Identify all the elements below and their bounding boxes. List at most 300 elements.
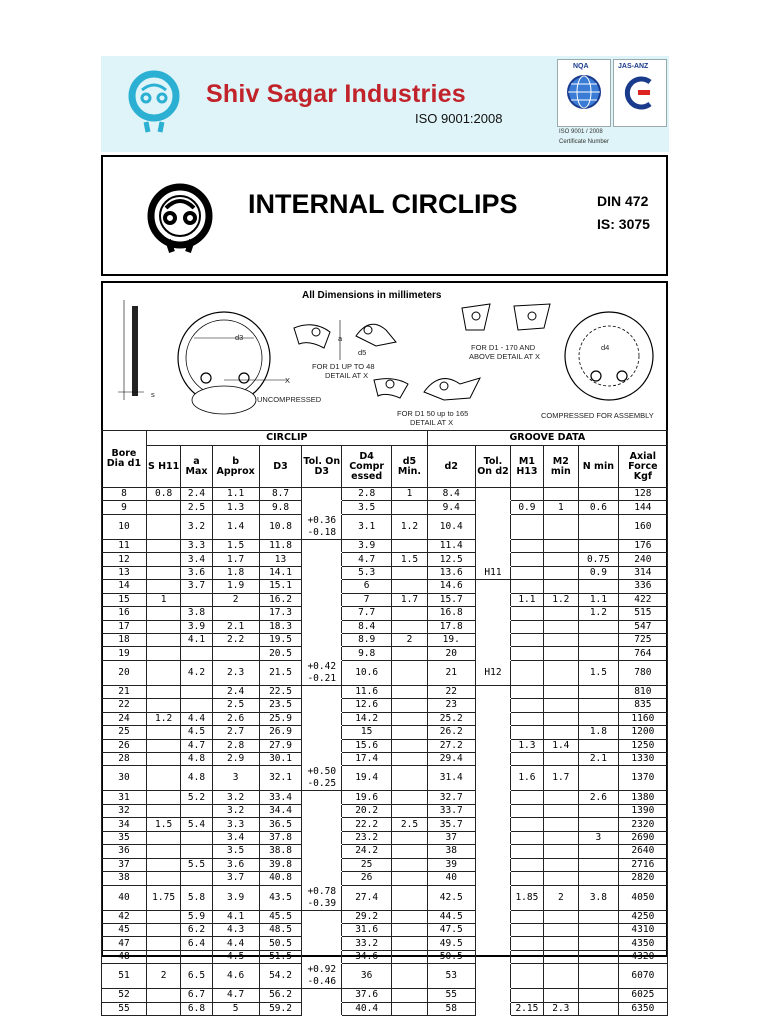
cell-tol-d3: [302, 818, 342, 831]
cell-m1: [511, 753, 543, 766]
cell-m2: [543, 712, 578, 725]
cell-force: 1380: [618, 791, 667, 804]
spec-table: [101, 430, 668, 1016]
nqa-caption: ISO 9001 / 2008: [559, 129, 603, 135]
cell-d2: 33.7: [427, 804, 475, 817]
cell-tol-d3: [302, 580, 342, 593]
certification-logos: [557, 59, 667, 149]
cell-m1: [511, 699, 543, 712]
cell-d5: [392, 1002, 428, 1015]
cell-force: 780: [618, 660, 667, 685]
cell-d5: 1.2: [392, 514, 428, 539]
cell-n: 1.2: [579, 607, 619, 620]
cell-tol-d3: [302, 501, 342, 514]
cell-bore: 17: [102, 620, 147, 633]
cell-tol-d3: [302, 923, 342, 936]
cell-d2: 58: [427, 1002, 475, 1015]
cell-m1: [511, 831, 543, 844]
cell-m2: [543, 964, 578, 989]
cell-m2: [543, 753, 578, 766]
cell-bore: 38: [102, 872, 147, 885]
cell-force: 4050: [618, 885, 667, 910]
cell-tol-d3: [302, 804, 342, 817]
cell-n: [579, 1002, 619, 1015]
cell-d3: 20.5: [259, 647, 302, 660]
cell-m2: [543, 726, 578, 739]
cell-m1: [511, 964, 543, 989]
cell-m2: [543, 660, 578, 685]
cell-a: 6.8: [181, 1002, 212, 1015]
cell-bore: 35: [102, 831, 147, 844]
cell-bore: 40: [102, 885, 147, 910]
side-view-drawing: [118, 300, 144, 400]
cell-m1: [511, 607, 543, 620]
cell-m1: [511, 950, 543, 963]
cell-d2: 21: [427, 660, 475, 685]
cell-tol-d2: [475, 831, 510, 844]
cell-force: 1370: [618, 766, 667, 791]
cell-a: 4.4: [181, 712, 212, 725]
cell-bore: 32: [102, 804, 147, 817]
cell-tol-d3: [302, 753, 342, 766]
cell-n: 3: [579, 831, 619, 844]
cell-s: [146, 539, 180, 552]
cell-d4: 5.3: [342, 566, 392, 579]
cell-tol-d3: [302, 937, 342, 950]
cell-d3: 10.8: [259, 514, 302, 539]
cell-n: [579, 950, 619, 963]
column-header-row: [102, 446, 668, 488]
cell-d2: 12.5: [427, 553, 475, 566]
cert-number-label: Certificate Number: [559, 139, 610, 145]
cell-tol-d2: [475, 885, 510, 910]
cell-s: [146, 607, 180, 620]
cell-m1: [511, 712, 543, 725]
cell-d4: 36: [342, 964, 392, 989]
cell-d5: [392, 885, 428, 910]
cell-a: [181, 593, 212, 606]
cell-d3: 27.9: [259, 739, 302, 752]
cell-d3: 34.4: [259, 804, 302, 817]
cell-b: 3.9: [212, 885, 259, 910]
cell-force: 144: [618, 501, 667, 514]
table-row: [102, 580, 668, 593]
label-d5: d5: [358, 348, 367, 357]
cell-a: 3.2: [181, 514, 212, 539]
cell-m1: [511, 488, 543, 501]
table-row: [102, 923, 668, 936]
cell-a: 4.8: [181, 753, 212, 766]
cell-s: [146, 753, 180, 766]
cell-m2: 1.4: [543, 739, 578, 752]
cell-m2: [543, 553, 578, 566]
cell-d3: 37.8: [259, 831, 302, 844]
cell-s: 1.5: [146, 818, 180, 831]
cell-d4: 23.2: [342, 831, 392, 844]
cell-d3: 30.1: [259, 753, 302, 766]
cell-d5: [392, 831, 428, 844]
cell-n: 2.6: [579, 791, 619, 804]
cell-m1: [511, 923, 543, 936]
group-header-row: [102, 431, 668, 446]
cell-b: 3.7: [212, 872, 259, 885]
table-row: [102, 633, 668, 646]
table-row: [102, 831, 668, 844]
col-header-tol-d3: Tol. On D3: [302, 446, 342, 488]
cell-b: 4.3: [212, 923, 259, 936]
cell-force: 176: [618, 539, 667, 552]
cell-m2: [543, 685, 578, 698]
cell-tol-d2: [475, 937, 510, 950]
cell-m1: [511, 910, 543, 923]
cell-m2: 2.3: [543, 1002, 578, 1015]
cell-d2: 55: [427, 989, 475, 1002]
cell-m1: [511, 633, 543, 646]
cell-s: [146, 647, 180, 660]
cell-bore: 37: [102, 858, 147, 871]
cell-s: [146, 580, 180, 593]
cell-n: 1.8: [579, 726, 619, 739]
cell-m2: [543, 872, 578, 885]
compressed-caption: COMPRESSED FOR ASSEMBLY: [541, 411, 654, 420]
cell-s: [146, 699, 180, 712]
circlip-icon: [146, 182, 214, 254]
cell-d5: 2.5: [392, 818, 428, 831]
cell-bore: 11: [102, 539, 147, 552]
cell-tol-d3: [302, 699, 342, 712]
table-row: [102, 501, 668, 514]
cell-force: 1200: [618, 726, 667, 739]
cell-a: 3.4: [181, 553, 212, 566]
cell-d5: [392, 539, 428, 552]
cell-a: 3.7: [181, 580, 212, 593]
cell-s: 1.2: [146, 712, 180, 725]
cell-force: 160: [618, 514, 667, 539]
cell-d2: 22: [427, 685, 475, 698]
cell-tol-d2: [475, 514, 510, 539]
table-row: [102, 620, 668, 633]
cell-bore: 42: [102, 910, 147, 923]
cell-m2: 1.7: [543, 766, 578, 791]
cell-b: 2: [212, 593, 259, 606]
detail-170-drawing: [462, 304, 550, 330]
cell-d3: 18.3: [259, 620, 302, 633]
cell-tol-d3: +0.36 -0.18: [302, 514, 342, 539]
cell-m1: 1.1: [511, 593, 543, 606]
cell-b: 3.4: [212, 831, 259, 844]
cell-n: [579, 633, 619, 646]
cell-s: 1.75: [146, 885, 180, 910]
col-header-force: Axial Force Kgf: [618, 446, 667, 488]
cell-d3: 9.8: [259, 501, 302, 514]
cell-d3: 39.8: [259, 858, 302, 871]
cell-d4: 34.6: [342, 950, 392, 963]
cell-b: 2.6: [212, 712, 259, 725]
cell-bore: 47: [102, 937, 147, 950]
cell-bore: 14: [102, 580, 147, 593]
cell-a: 4.1: [181, 633, 212, 646]
cell-d3: 45.5: [259, 910, 302, 923]
cell-s: [146, 739, 180, 752]
cell-bore: 10: [102, 514, 147, 539]
cell-s: [146, 845, 180, 858]
cell-m2: [543, 699, 578, 712]
cell-m1: [511, 845, 543, 858]
cell-tol-d3: [302, 739, 342, 752]
cell-m2: [543, 566, 578, 579]
cell-d3: 40.8: [259, 872, 302, 885]
cell-m1: [511, 937, 543, 950]
cell-d4: 8.4: [342, 620, 392, 633]
cell-force: 810: [618, 685, 667, 698]
cell-d5: [392, 964, 428, 989]
cell-a: 6.5: [181, 964, 212, 989]
cell-n: [579, 539, 619, 552]
cell-m1: [511, 647, 543, 660]
cell-bore: 13: [102, 566, 147, 579]
cell-b: 1.5: [212, 539, 259, 552]
cell-d5: [392, 910, 428, 923]
cell-tol-d2: [475, 501, 510, 514]
cell-s: [146, 766, 180, 791]
cell-d3: 25.9: [259, 712, 302, 725]
label-d3: d3: [235, 333, 244, 342]
cell-force: 4250: [618, 910, 667, 923]
cell-b: 3.3: [212, 818, 259, 831]
cell-tol-d3: [302, 488, 342, 501]
cell-d2: 25.2: [427, 712, 475, 725]
cell-d2: 14.6: [427, 580, 475, 593]
cell-tol-d2: [475, 791, 510, 804]
detail-165-caption: FOR D1 50 up to 165: [397, 409, 469, 418]
cell-n: [579, 858, 619, 871]
cell-tol-d3: [302, 566, 342, 579]
detail-48-caption: FOR D1 UP TO 48: [312, 362, 375, 371]
table-row: [102, 964, 668, 989]
cell-m1: [511, 514, 543, 539]
cell-d2: 11.4: [427, 539, 475, 552]
cell-m2: [543, 539, 578, 552]
detail-48-drawing: [294, 320, 396, 360]
cell-a: 3.9: [181, 620, 212, 633]
cell-b: 3: [212, 766, 259, 791]
company-logo-icon: [124, 66, 184, 134]
cell-a: [181, 804, 212, 817]
dimensions-note: All Dimensions in millimeters: [302, 290, 442, 301]
table-row: [102, 818, 668, 831]
cell-a: 6.4: [181, 937, 212, 950]
cell-b: 1.3: [212, 501, 259, 514]
cell-m1: 1.85: [511, 885, 543, 910]
cell-d4: 7.7: [342, 607, 392, 620]
cell-s: [146, 804, 180, 817]
cell-tol-d3: [302, 620, 342, 633]
cell-d3: 22.5: [259, 685, 302, 698]
table-row: [102, 989, 668, 1002]
cell-d2: 20: [427, 647, 475, 660]
cell-d2: 39: [427, 858, 475, 871]
cell-d5: [392, 766, 428, 791]
cell-s: [146, 923, 180, 936]
cell-m2: [543, 633, 578, 646]
cell-m1: [511, 553, 543, 566]
cell-n: [579, 845, 619, 858]
col-header-d2: d2: [427, 446, 475, 488]
cell-bore: 45: [102, 923, 147, 936]
cell-a: 4.2: [181, 660, 212, 685]
cell-d5: [392, 858, 428, 871]
cell-d2: 9.4: [427, 501, 475, 514]
cell-m2: [543, 620, 578, 633]
cell-s: [146, 950, 180, 963]
cell-m2: [543, 791, 578, 804]
cell-tol-d2: [475, 989, 510, 1002]
detail-170-caption-2: ABOVE DETAIL AT X: [469, 352, 540, 361]
table-row: [102, 766, 668, 791]
cell-bore: 31: [102, 791, 147, 804]
cell-d3: 13: [259, 553, 302, 566]
cell-n: [579, 872, 619, 885]
cell-d5: [392, 753, 428, 766]
cell-b: 1.7: [212, 553, 259, 566]
cell-bore: 21: [102, 685, 147, 698]
cell-tol-d2: [475, 633, 510, 646]
cell-a: [181, 647, 212, 660]
uncompressed-caption: UNCOMPRESSED: [257, 395, 322, 404]
cell-b: 4.6: [212, 964, 259, 989]
cell-s: [146, 726, 180, 739]
cell-a: 5.4: [181, 818, 212, 831]
col-header-tol-d2: Tol. On d2: [475, 446, 510, 488]
cell-d3: 15.1: [259, 580, 302, 593]
cell-m1: [511, 539, 543, 552]
label-a: a: [338, 334, 343, 343]
cell-d5: [392, 791, 428, 804]
cell-d5: 1.7: [392, 593, 428, 606]
cell-d5: [392, 607, 428, 620]
cell-d3: 32.1: [259, 766, 302, 791]
cell-force: 2690: [618, 831, 667, 844]
cell-m2: [543, 923, 578, 936]
cell-d3: 14.1: [259, 566, 302, 579]
cell-d5: [392, 872, 428, 885]
cell-d2: 8.4: [427, 488, 475, 501]
cell-m2: [543, 858, 578, 871]
cell-d4: 3.1: [342, 514, 392, 539]
cell-m2: [543, 910, 578, 923]
detail-165-drawing: [374, 378, 480, 400]
cell-d4: 15.6: [342, 739, 392, 752]
cell-a: [181, 699, 212, 712]
cell-force: 515: [618, 607, 667, 620]
cell-bore: 18: [102, 633, 147, 646]
cell-a: 3.3: [181, 539, 212, 552]
cell-force: 4350: [618, 937, 667, 950]
cell-s: [146, 501, 180, 514]
cell-d3: 38.8: [259, 845, 302, 858]
cell-d5: [392, 685, 428, 698]
cell-a: 4.5: [181, 726, 212, 739]
cell-d5: 1: [392, 488, 428, 501]
cell-bore: 22: [102, 699, 147, 712]
cell-tol-d2: [475, 766, 510, 791]
cell-force: 2820: [618, 872, 667, 885]
cell-s: 2: [146, 964, 180, 989]
cell-m2: [543, 989, 578, 1002]
cell-tol-d2: [475, 845, 510, 858]
table-row: [102, 712, 668, 725]
cell-tol-d3: [302, 593, 342, 606]
cell-bore: 8: [102, 488, 147, 501]
cell-m2: 1.2: [543, 593, 578, 606]
cell-d5: 2: [392, 633, 428, 646]
table-row: [102, 553, 668, 566]
cell-d4: 19.4: [342, 766, 392, 791]
cell-d4: 3.5: [342, 501, 392, 514]
col-header-b: b Approx: [212, 446, 259, 488]
cell-tol-d2: [475, 923, 510, 936]
cell-d4: 27.4: [342, 885, 392, 910]
cell-force: 6070: [618, 964, 667, 989]
cell-d3: 50.5: [259, 937, 302, 950]
cell-d4: 12.6: [342, 699, 392, 712]
cell-force: 422: [618, 593, 667, 606]
cell-a: 4.8: [181, 766, 212, 791]
cell-m1: [511, 872, 543, 885]
cell-tol-d2: [475, 593, 510, 606]
cell-tol-d3: [302, 872, 342, 885]
cell-n: [579, 923, 619, 936]
cell-b: 4.4: [212, 937, 259, 950]
cell-s: [146, 858, 180, 871]
cell-tol-d2: [475, 607, 510, 620]
cell-d3: 48.5: [259, 923, 302, 936]
cell-d2: 37: [427, 831, 475, 844]
cell-m1: [511, 726, 543, 739]
cell-b: 4.1: [212, 910, 259, 923]
cell-n: [579, 964, 619, 989]
cell-b: 2.8: [212, 739, 259, 752]
cell-b: 2.1: [212, 620, 259, 633]
detail-165-caption-2: DETAIL AT X: [410, 418, 454, 427]
standard-din: DIN 472: [597, 193, 649, 209]
cell-bore: 16: [102, 607, 147, 620]
cell-d2: 27.2: [427, 739, 475, 752]
table-row: [102, 739, 668, 752]
cell-s: [146, 910, 180, 923]
jas-anz-cert: [613, 59, 667, 127]
cell-s: [146, 1002, 180, 1015]
cell-m2: [543, 845, 578, 858]
cell-tol-d3: [302, 858, 342, 871]
cell-b: 3.2: [212, 791, 259, 804]
cell-tol-d2: [475, 872, 510, 885]
cell-tol-d3: [302, 989, 342, 1002]
cell-d4: 17.4: [342, 753, 392, 766]
cell-d2: 26.2: [427, 726, 475, 739]
cell-b: 1.4: [212, 514, 259, 539]
cell-d4: 8.9: [342, 633, 392, 646]
cell-tol-d3: [302, 553, 342, 566]
cell-force: 1160: [618, 712, 667, 725]
cell-s: [146, 685, 180, 698]
cell-a: 5.9: [181, 910, 212, 923]
cell-d4: 11.6: [342, 685, 392, 698]
col-header-m2: M2 min: [543, 446, 578, 488]
cell-bore: 26: [102, 739, 147, 752]
cell-a: [181, 845, 212, 858]
table-row: [102, 791, 668, 804]
